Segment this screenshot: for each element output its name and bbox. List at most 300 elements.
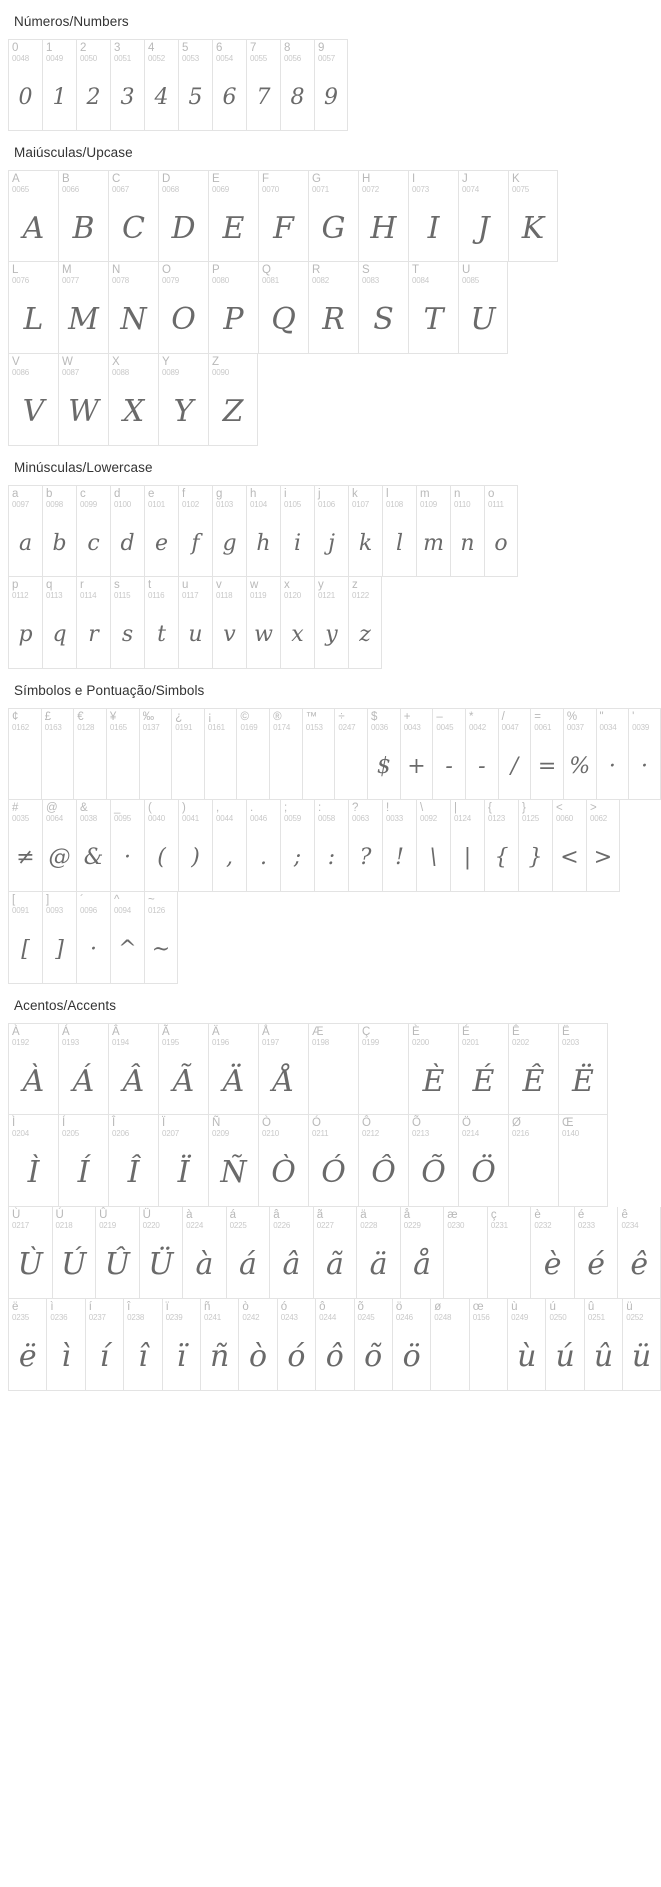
glyph-code-label: 0048 — [12, 54, 29, 63]
glyph-character-label: b — [46, 488, 53, 500]
glyph-cell[interactable] — [450, 485, 484, 577]
glyph-sample: Ë — [572, 1063, 594, 1099]
glyph-cell[interactable] — [430, 1299, 468, 1391]
glyph-code-label: 0249 — [511, 1313, 529, 1322]
glyph-code-label: 0064 — [46, 814, 63, 823]
glyph-cell[interactable] — [208, 354, 258, 446]
glyph-sample: Y — [173, 393, 194, 429]
glyph-cell[interactable] — [8, 800, 42, 892]
glyph-sample: ó — [287, 1338, 306, 1374]
glyph-character-label: v — [216, 579, 222, 591]
glyph-cell[interactable] — [8, 577, 42, 669]
glyph-character-label: ä — [360, 1209, 367, 1221]
glyph-sample: W — [68, 393, 99, 429]
glyph-sample: w — [254, 621, 273, 647]
glyph-cell[interactable] — [158, 354, 208, 446]
glyph-cell[interactable] — [584, 1299, 622, 1391]
glyph-cell[interactable] — [226, 1207, 270, 1299]
glyph-cell[interactable] — [58, 1115, 108, 1207]
glyph-cell[interactable] — [617, 1207, 661, 1299]
glyph-code-label: 0163 — [44, 723, 62, 732]
glyph-sample — [559, 1141, 607, 1203]
glyph-cell[interactable] — [178, 39, 212, 131]
glyph-code-label: 0118 — [216, 591, 233, 600]
glyph-cell[interactable] — [95, 1207, 139, 1299]
glyph-cell[interactable] — [238, 1299, 276, 1391]
glyph-cell[interactable] — [487, 1207, 531, 1299]
glyph-sample: l — [395, 530, 404, 556]
glyph-cell[interactable] — [110, 577, 144, 669]
glyph-character-label: ÷ — [338, 711, 345, 723]
glyph-code-label: 0205 — [62, 1129, 79, 1138]
glyph-cell[interactable] — [545, 1299, 583, 1391]
glyph-character-label: k — [352, 488, 358, 500]
glyph-sample: È — [422, 1063, 445, 1099]
glyph-character-label: 5 — [182, 42, 189, 54]
glyph-sample: d — [120, 530, 135, 556]
glyph-sample: } — [528, 844, 543, 870]
glyph-cell[interactable] — [8, 708, 41, 800]
glyph-character-label: G — [312, 173, 321, 185]
glyph-code-label: 0238 — [127, 1313, 145, 1322]
glyph-cell[interactable] — [41, 708, 74, 800]
glyph-cell[interactable] — [269, 1207, 313, 1299]
glyph-cell[interactable] — [465, 708, 498, 800]
glyph-cell[interactable] — [596, 708, 629, 800]
glyph-sample: 6 — [222, 84, 237, 110]
glyph-sample: Ã — [172, 1063, 195, 1099]
glyph-cell[interactable] — [348, 577, 382, 669]
glyph-sample: & — [83, 844, 104, 870]
glyph-cell[interactable] — [73, 708, 106, 800]
glyph-code-label: 0198 — [312, 1038, 329, 1047]
glyph-cell[interactable] — [42, 800, 76, 892]
glyph-code-label: 0076 — [12, 276, 29, 285]
glyph-cell[interactable] — [58, 1023, 108, 1115]
glyph-cell[interactable] — [458, 170, 508, 262]
glyph-cell[interactable] — [348, 800, 382, 892]
glyph-code-label: 0101 — [148, 500, 165, 509]
glyph-sample: Û — [104, 1246, 130, 1282]
glyph-character-label: Ù — [12, 1209, 21, 1221]
glyph-cell[interactable] — [507, 1299, 545, 1391]
glyph-cell[interactable] — [158, 170, 208, 262]
glyph-character-label: Ö — [462, 1117, 471, 1129]
glyph-cell[interactable] — [8, 485, 42, 577]
glyph-code-label: 0251 — [587, 1313, 605, 1322]
glyph-cell[interactable] — [76, 485, 110, 577]
glyph-code-label: 0035 — [12, 814, 29, 823]
glyph-character-label: Õ — [412, 1117, 421, 1129]
glyph-cell[interactable] — [246, 39, 280, 131]
glyph-sample: g — [222, 530, 237, 556]
glyph-code-label: 0056 — [284, 54, 301, 63]
glyph-cell[interactable] — [314, 39, 348, 131]
glyph-cell[interactable] — [280, 485, 314, 577]
glyph-character-label: | — [454, 802, 457, 814]
glyph-sample: V — [22, 393, 45, 429]
glyph-cell[interactable] — [552, 800, 586, 892]
glyph-sample: 4 — [154, 84, 169, 110]
glyph-character-label: Ê — [512, 1026, 520, 1038]
glyph-sample: L — [23, 301, 44, 337]
glyph-sample: c — [87, 530, 100, 556]
glyph-cell[interactable] — [508, 170, 558, 262]
glyph-code-label: 0195 — [162, 1038, 179, 1047]
glyph-code-label: 0140 — [562, 1129, 579, 1138]
glyph-code-label: 0244 — [319, 1313, 337, 1322]
glyph-cell[interactable] — [269, 708, 302, 800]
glyph-cell[interactable] — [8, 892, 42, 984]
glyph-cell[interactable] — [208, 262, 258, 354]
glyph-code-label: 0232 — [534, 1221, 552, 1230]
glyph-sample: j — [328, 530, 335, 556]
glyph-cell[interactable] — [400, 1207, 444, 1299]
glyph-cell[interactable] — [106, 708, 139, 800]
glyph-character-label: d — [114, 488, 121, 500]
glyph-cell[interactable] — [58, 170, 108, 262]
glyph-row — [8, 354, 661, 446]
glyph-cell[interactable] — [158, 1023, 208, 1115]
glyph-character-label: R — [312, 264, 321, 276]
glyph-cell[interactable] — [158, 1115, 208, 1207]
glyph-sample: x — [291, 621, 304, 647]
glyph-code-label: 0169 — [240, 723, 258, 732]
glyph-character-label: Ü — [142, 1209, 151, 1221]
glyph-cell[interactable] — [469, 1299, 507, 1391]
glyph-sample: + — [407, 753, 426, 779]
glyph-cell[interactable] — [85, 1299, 123, 1391]
glyph-code-label: 0080 — [212, 276, 229, 285]
glyph-cell[interactable] — [144, 485, 178, 577]
glyph-cell[interactable] — [144, 577, 178, 669]
glyph-character-label: £ — [44, 711, 52, 723]
glyph-sample: Z — [222, 393, 244, 429]
glyph-code-label: 0236 — [50, 1313, 68, 1322]
glyph-cell[interactable] — [212, 577, 246, 669]
glyph-character-label: Ë — [562, 1026, 570, 1038]
glyph-cell[interactable] — [458, 1023, 508, 1115]
glyph-code-label: 0239 — [165, 1313, 183, 1322]
glyph-cell[interactable] — [508, 1023, 558, 1115]
glyph-character-label: h — [250, 488, 257, 500]
glyph-cell[interactable] — [408, 1023, 458, 1115]
glyph-cell[interactable] — [258, 1023, 308, 1115]
glyph-cell[interactable] — [182, 1207, 226, 1299]
glyph-cell[interactable] — [8, 262, 58, 354]
glyph-character-label: É — [462, 1026, 470, 1038]
glyph-cell[interactable] — [416, 485, 450, 577]
glyph-sample: 3 — [120, 84, 135, 110]
glyph-character-label: å — [403, 1209, 411, 1221]
glyph-cell[interactable] — [246, 577, 280, 669]
glyph-cell[interactable] — [204, 708, 237, 800]
glyph-character-label: æ — [447, 1209, 458, 1221]
glyph-cell[interactable] — [171, 708, 204, 800]
glyph-cell[interactable] — [408, 262, 458, 354]
glyph-cell[interactable] — [258, 170, 308, 262]
glyph-cell[interactable] — [212, 485, 246, 577]
glyph-sample: ) — [191, 844, 200, 870]
glyph-cell[interactable] — [246, 800, 280, 892]
glyph-code-label: 0194 — [112, 1038, 129, 1047]
glyph-character-label: è — [534, 1209, 541, 1221]
glyph-character-label: ë — [12, 1301, 19, 1313]
glyph-character-label: À — [12, 1026, 20, 1038]
glyph-cell[interactable] — [432, 708, 465, 800]
glyph-cell[interactable] — [308, 1023, 358, 1115]
glyph-cell[interactable] — [558, 1023, 608, 1115]
glyph-cell[interactable] — [408, 1115, 458, 1207]
glyph-cell[interactable] — [108, 1023, 158, 1115]
glyph-character-label: ‰ — [142, 711, 155, 723]
glyph-cell[interactable] — [358, 1115, 408, 1207]
glyph-cell[interactable] — [108, 262, 158, 354]
glyph-cell[interactable] — [158, 262, 208, 354]
glyph-code-label: 0242 — [242, 1313, 260, 1322]
glyph-cell[interactable] — [200, 1299, 238, 1391]
glyph-character-label: û — [587, 1301, 595, 1313]
glyph-cell[interactable] — [458, 1115, 508, 1207]
glyph-cell[interactable] — [76, 892, 110, 984]
glyph-cell[interactable] — [348, 485, 382, 577]
glyph-cell[interactable] — [628, 708, 661, 800]
glyph-cell[interactable] — [308, 170, 358, 262]
glyph-cell[interactable] — [313, 1207, 357, 1299]
glyph-cell[interactable] — [400, 708, 433, 800]
glyph-sample — [42, 735, 74, 797]
glyph-code-label: 0102 — [182, 500, 199, 509]
glyph-cell[interactable] — [8, 39, 42, 131]
glyph-cell[interactable] — [280, 577, 314, 669]
glyph-sample: · — [641, 753, 649, 779]
glyph-cell[interactable] — [574, 1207, 618, 1299]
glyph-cell[interactable] — [308, 262, 358, 354]
glyph-cell[interactable] — [8, 1115, 58, 1207]
glyph-cell[interactable] — [42, 892, 76, 984]
glyph-character-label: ö — [395, 1301, 403, 1313]
glyph-sample: G — [321, 210, 346, 246]
glyph-code-label: 0093 — [46, 906, 63, 915]
glyph-cell[interactable] — [110, 892, 144, 984]
glyph-code-label: 0110 — [454, 500, 471, 509]
glyph-cell[interactable] — [76, 577, 110, 669]
glyph-cell[interactable] — [408, 170, 458, 262]
glyph-cell[interactable] — [110, 800, 144, 892]
glyph-sample: ä — [369, 1246, 388, 1282]
glyph-cell[interactable] — [508, 1115, 558, 1207]
glyph-character-label: ñ — [203, 1301, 211, 1313]
glyph-code-label: 0227 — [316, 1221, 334, 1230]
glyph-cell[interactable] — [563, 708, 596, 800]
glyph-cell[interactable] — [42, 485, 76, 577]
glyph-cell[interactable] — [76, 800, 110, 892]
glyph-cell[interactable] — [308, 1115, 358, 1207]
glyph-section-symbols — [0, 669, 661, 984]
glyph-cell[interactable] — [52, 1207, 96, 1299]
glyph-cell[interactable] — [144, 892, 178, 984]
glyph-cell[interactable] — [382, 485, 416, 577]
glyph-cell[interactable] — [110, 39, 144, 131]
glyph-cell[interactable] — [8, 354, 58, 446]
glyph-code-label: 0203 — [562, 1038, 579, 1047]
glyph-cell[interactable] — [178, 800, 212, 892]
glyph-cell[interactable] — [314, 485, 348, 577]
glyph-cell[interactable] — [314, 577, 348, 669]
section-title-symbols: Símbolos e Pontuação/Simbols — [14, 683, 205, 698]
glyph-cell[interactable] — [334, 708, 367, 800]
glyph-code-label: 0055 — [250, 54, 267, 63]
glyph-sample: Ó — [321, 1154, 346, 1190]
glyph-cell[interactable] — [8, 1207, 52, 1299]
glyph-cell[interactable] — [8, 1299, 46, 1391]
glyph-character-label: Ã — [162, 1026, 170, 1038]
glyph-cell[interactable] — [358, 262, 408, 354]
glyph-cell[interactable] — [123, 1299, 161, 1391]
glyph-cell[interactable] — [208, 1023, 258, 1115]
glyph-cell[interactable] — [58, 354, 108, 446]
glyph-cell[interactable] — [8, 170, 58, 262]
glyph-character-label: x — [284, 579, 290, 591]
glyph-cell[interactable] — [354, 1299, 392, 1391]
glyph-character-label: / — [501, 711, 505, 723]
glyph-cell[interactable] — [558, 1115, 608, 1207]
glyph-cell[interactable] — [280, 800, 314, 892]
glyph-sample: · — [124, 844, 131, 870]
glyph-code-label: 0113 — [46, 591, 63, 600]
glyph-cell[interactable] — [367, 708, 400, 800]
glyph-sample: - — [478, 753, 486, 779]
glyph-character-label: ú — [549, 1301, 556, 1313]
glyph-sample: \ — [429, 844, 438, 870]
glyph-cell[interactable] — [162, 1299, 200, 1391]
glyph-cell[interactable] — [280, 39, 314, 131]
glyph-character-label: u — [182, 579, 189, 591]
glyph-cell[interactable] — [108, 354, 158, 446]
glyph-character-label: s — [114, 579, 120, 591]
glyph-cell[interactable] — [358, 170, 408, 262]
glyph-code-label: 0069 — [212, 185, 229, 194]
glyph-code-label: 0040 — [148, 814, 165, 823]
glyph-cell[interactable] — [108, 1115, 158, 1207]
glyph-cell[interactable] — [108, 170, 158, 262]
glyph-sample: å — [413, 1246, 431, 1282]
glyph-cell[interactable] — [208, 1115, 258, 1207]
glyph-cell[interactable] — [258, 1115, 308, 1207]
glyph-cell[interactable] — [450, 800, 484, 892]
glyph-character-label: ) — [182, 802, 186, 814]
glyph-cell[interactable] — [144, 800, 178, 892]
glyph-sample: K — [521, 210, 545, 246]
glyph-cell[interactable] — [443, 1207, 487, 1299]
glyph-cell[interactable] — [208, 170, 258, 262]
glyph-code-label: 0074 — [462, 185, 479, 194]
glyph-cell[interactable] — [258, 262, 308, 354]
glyph-sample: Ú — [61, 1246, 87, 1282]
glyph-cell[interactable] — [315, 1299, 353, 1391]
glyph-cell[interactable] — [458, 262, 508, 354]
glyph-character-label: È — [412, 1026, 420, 1038]
glyph-cell[interactable] — [110, 485, 144, 577]
glyph-sample: Ö — [471, 1154, 496, 1190]
glyph-character-label: e — [148, 488, 155, 500]
glyph-cell[interactable] — [212, 39, 246, 131]
glyph-character-label: 7 — [250, 42, 257, 54]
glyph-code-label: 0218 — [55, 1221, 73, 1230]
glyph-cell[interactable] — [277, 1299, 315, 1391]
glyph-cell[interactable] — [314, 800, 348, 892]
glyph-cell[interactable] — [246, 485, 280, 577]
glyph-sample: ú — [555, 1338, 575, 1374]
glyph-character-label: ó — [280, 1301, 288, 1313]
glyph-code-label: 0119 — [250, 591, 267, 600]
glyph-cell[interactable] — [178, 485, 212, 577]
glyph-cell[interactable] — [586, 800, 620, 892]
glyph-character-label: õ — [357, 1301, 364, 1313]
glyph-code-label: 0153 — [305, 723, 323, 732]
glyph-cell[interactable] — [356, 1207, 400, 1299]
glyph-sample: $ — [376, 753, 391, 779]
glyph-character-label: g — [216, 488, 223, 500]
glyph-code-label: 0087 — [62, 368, 79, 377]
glyph-sample: è — [543, 1246, 562, 1282]
glyph-character-label: W — [62, 356, 73, 368]
glyph-character-label: K — [512, 173, 520, 185]
glyph-cell[interactable] — [498, 708, 531, 800]
glyph-cell[interactable] — [139, 1207, 183, 1299]
glyph-cell[interactable] — [42, 39, 76, 131]
glyph-cell[interactable] — [212, 800, 246, 892]
glyph-cell[interactable] — [518, 800, 552, 892]
glyph-code-label: 0247 — [338, 723, 356, 732]
glyph-character-label: w — [250, 579, 259, 591]
glyph-cell[interactable] — [382, 800, 416, 892]
glyph-cell[interactable] — [392, 1299, 430, 1391]
glyph-sample: ü — [631, 1338, 652, 1374]
glyph-code-label: 0211 — [312, 1129, 329, 1138]
glyph-cell[interactable] — [484, 800, 518, 892]
glyph-cell[interactable] — [46, 1299, 84, 1391]
glyph-character-label: Ì — [12, 1117, 16, 1129]
glyph-cell[interactable] — [484, 485, 518, 577]
glyph-cell[interactable] — [139, 708, 172, 800]
glyph-cell[interactable] — [76, 39, 110, 131]
glyph-cell[interactable] — [178, 577, 212, 669]
glyph-row — [8, 892, 661, 984]
glyph-character-label: Ú — [55, 1209, 64, 1221]
glyph-character-label: D — [162, 173, 171, 185]
glyph-cell[interactable] — [236, 708, 269, 800]
glyph-cell[interactable] — [530, 708, 563, 800]
glyph-sample: [ — [21, 936, 30, 962]
glyph-cell[interactable] — [358, 1023, 408, 1115]
glyph-sample — [335, 735, 367, 797]
glyph-character-label: t — [148, 579, 152, 591]
glyph-cell[interactable] — [622, 1299, 661, 1391]
glyph-code-label: 0077 — [62, 276, 79, 285]
glyph-sample: = — [537, 753, 557, 779]
glyph-cell[interactable] — [530, 1207, 574, 1299]
glyph-cell[interactable] — [8, 1023, 58, 1115]
glyph-cell[interactable] — [144, 39, 178, 131]
glyph-cell[interactable] — [302, 708, 335, 800]
glyph-cell[interactable] — [58, 262, 108, 354]
glyph-cell[interactable] — [42, 577, 76, 669]
glyph-sample: v — [223, 621, 236, 647]
glyph-character-label: M — [62, 264, 72, 276]
glyph-character-label: ã — [316, 1209, 324, 1221]
glyph-cell[interactable] — [416, 800, 450, 892]
